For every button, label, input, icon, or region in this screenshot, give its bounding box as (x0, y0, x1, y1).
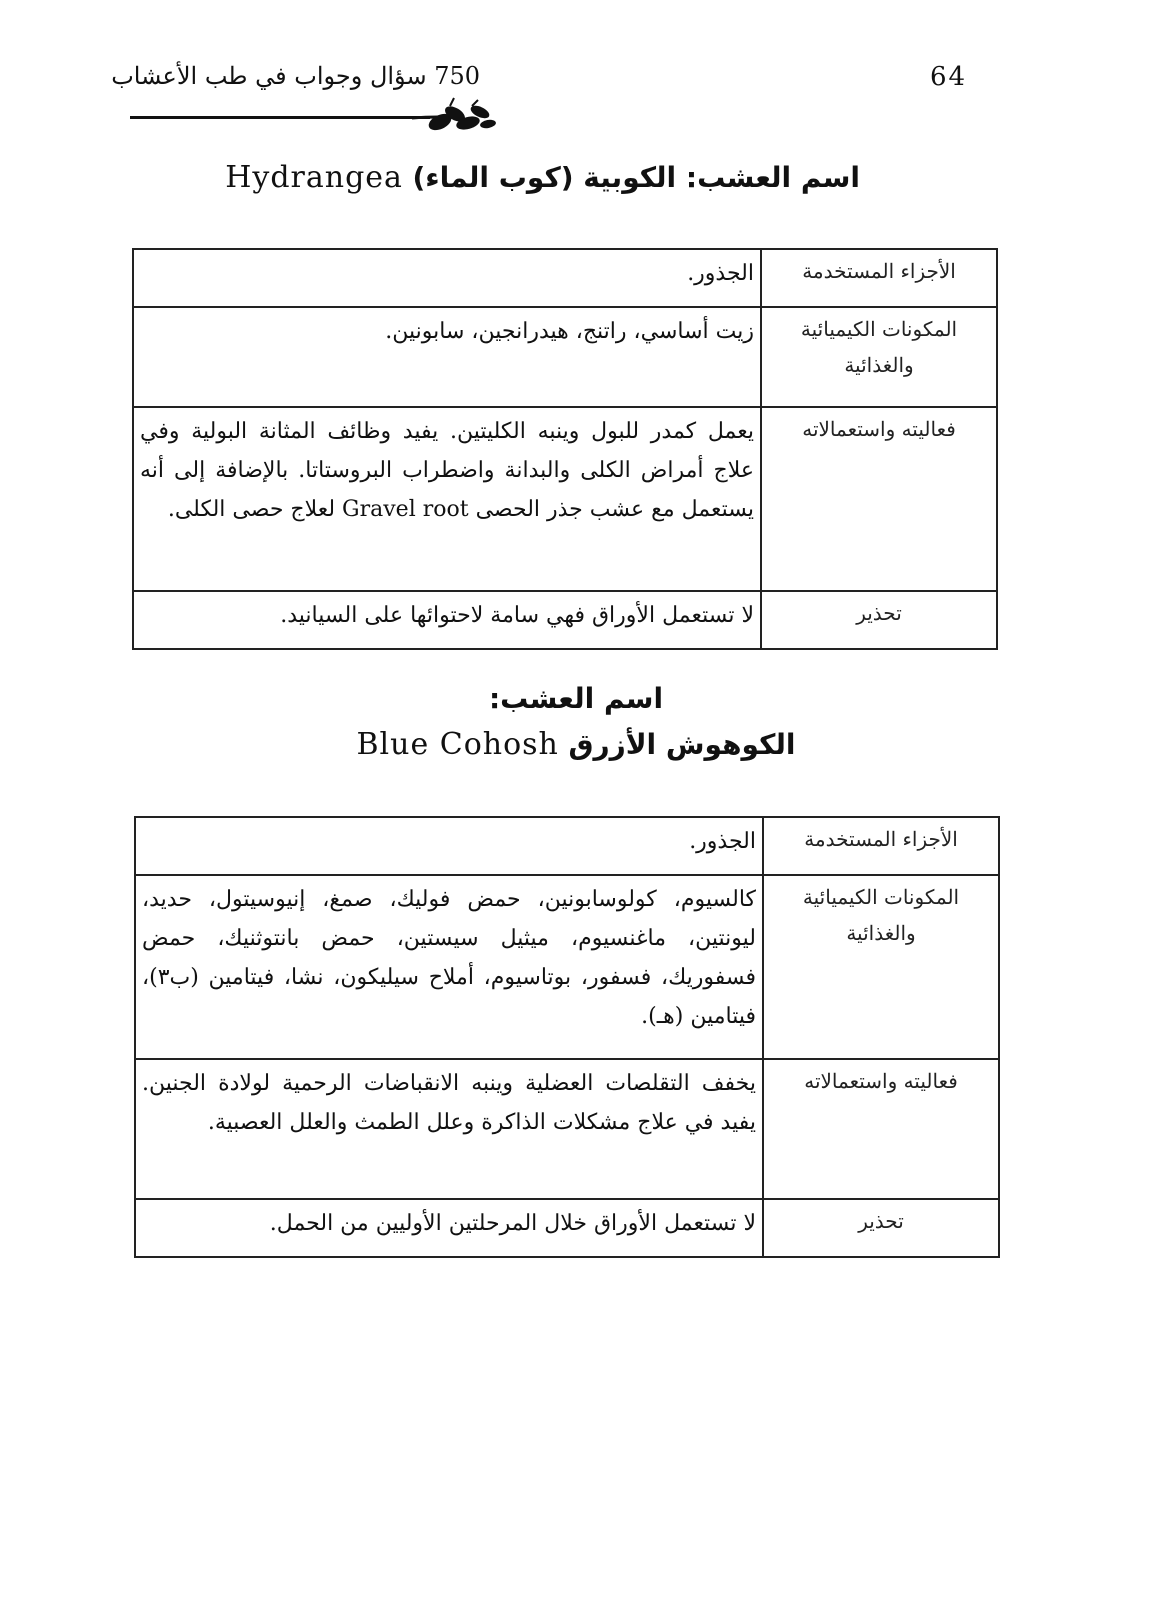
row-value: يخفف التقلصات العضلية وينبه الانقباضات الرحمية لولادة الجنين. يفيد في علاج مشكلات الذاكرة وعلل الطمث والعلل العصبية. (135, 1059, 763, 1199)
table-row (135, 817, 999, 875)
table-row (133, 407, 997, 591)
row-label: فعاليته واستعمالاته (761, 407, 997, 591)
table-row (133, 307, 997, 407)
herb-title (140, 682, 1012, 762)
row-label: المكونات الكيميائية والغذائية (763, 875, 999, 1059)
row-value: الجذور. (135, 817, 763, 875)
herb-info-table (132, 248, 998, 650)
herb-arabic-name: الكوبية (كوب الماء) (412, 161, 677, 194)
page-number: 64 (930, 62, 968, 92)
row-value: الجذور. (133, 249, 761, 307)
row-label: تحذير (761, 591, 997, 649)
herb-info-table (134, 816, 1000, 1258)
row-value: لا تستعمل الأوراق فهي سامة لاحتوائها على السيانيد. (133, 591, 761, 649)
table-row (133, 249, 997, 307)
leaf-ornament-icon (410, 96, 500, 140)
row-label: المكونات الكيميائية والغذائية (761, 307, 997, 407)
row-value: كالسيوم، كولوسابونين، حمض فوليك، صمغ، إنيوسيتول، حديد، ليونتين، ماغنسيوم، ميثيل سيستين، حمض بانتوثنيك، حمض فسفوريك، فسفور، بوتاسيوم، أملاح سيليكون، نشا، فيتامين (ب٣)، فيتامين (هـ). (135, 875, 763, 1059)
table-row (133, 591, 997, 649)
herb-title (140, 160, 860, 195)
herb-arabic-name: الكوهوش الأزرق (568, 728, 796, 761)
row-value: زيت أساسي، راتنج، هيدرانجين، سابونين. (133, 307, 761, 407)
table-row (135, 1059, 999, 1199)
herb-arabic-title (413, 161, 861, 194)
header-rule (130, 116, 430, 119)
running-head: 750 سؤال وجواب في طب الأعشاب (111, 62, 480, 90)
row-label: الأجزاء المستخدمة (761, 249, 997, 307)
table-row (135, 875, 999, 1059)
herb-title-label: اسم العشب: (488, 682, 664, 715)
herb-latin-name: Blue Cohosh (356, 727, 559, 762)
row-value: يعمل كمدر للبول وينبه الكليتين. يفيد وظائف المثانة البولية وفي علاج أمراض الكلى والبدانة واضطراب البروستاتا. بالإضافة إلى أنه يستعمل مع عشب جذر الحصى Gravel root لعلاج حصى الكلى. (133, 407, 761, 591)
row-label: تحذير (763, 1199, 999, 1257)
row-value: لا تستعمل الأوراق خلال المرحلتين الأوليين من الحمل. (135, 1199, 763, 1257)
herb-name-line (140, 727, 1012, 762)
herb-latin-name: Hydrangea (225, 160, 403, 195)
table-row (135, 1199, 999, 1257)
row-label: الأجزاء المستخدمة (763, 817, 999, 875)
row-label: فعاليته واستعمالاته (763, 1059, 999, 1199)
herb-title-label: اسم العشب: (685, 161, 860, 194)
